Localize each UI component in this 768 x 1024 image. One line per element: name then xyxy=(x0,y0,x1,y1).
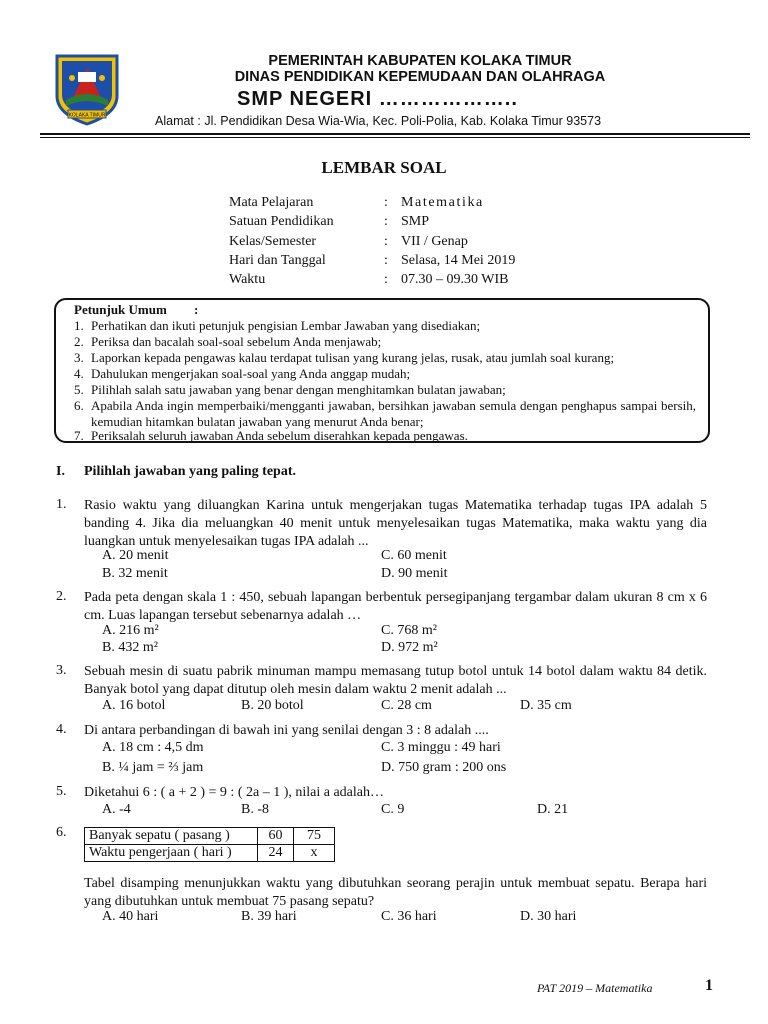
option-b[interactable]: B. 32 menit xyxy=(102,566,168,581)
instruction-text: Apabila Anda ingin memperbaiki/mengganti jawaban, bersihkan jawaban semula dengan penghapus sampai bersih, kemudian hitamkan bulatan jawaban yang menurut Anda benar; xyxy=(91,398,696,429)
instruction-text: Perhatikan dan ikuti petunjuk pengisian Lembar Jawaban yang disediakan; xyxy=(91,318,481,333)
option-c[interactable]: C. 36 hari xyxy=(381,909,437,924)
instruction-text: Pilihlah salah satu jawaban yang benar dengan menghitamkan bulatan jawaban; xyxy=(91,382,506,397)
table-cell: Banyak sepatu ( pasang ) xyxy=(85,828,258,845)
header-school: SMP NEGERI ……………….. xyxy=(237,88,518,110)
option-b[interactable]: B. 20 botol xyxy=(241,698,304,713)
instruction-item xyxy=(74,318,696,334)
table-cell: 60 xyxy=(258,828,294,845)
option-b[interactable]: B. -8 xyxy=(241,802,269,817)
instruction-item xyxy=(74,398,696,430)
question-table xyxy=(84,827,335,862)
option-d[interactable]: D. 750 gram : 200 ons xyxy=(381,760,507,775)
instruction-text: Periksa dan bacalah soal-soal sebelum Anda menjawab; xyxy=(91,334,382,349)
section-number: I. xyxy=(56,464,65,479)
info-value: Matematika xyxy=(401,195,484,210)
instruction-item xyxy=(74,366,696,382)
table-row xyxy=(85,845,335,862)
info-value: SMP xyxy=(401,214,430,229)
option-c[interactable]: C. 28 cm xyxy=(381,698,432,713)
instruction-text: Laporkan kepada pengawas kalau terdapat tulisan yang kurang jelas, rusak, atau jumlah soal kurang; xyxy=(91,350,615,365)
table-row xyxy=(85,828,335,845)
info-colon: : xyxy=(384,234,388,249)
info-label: Waktu xyxy=(229,272,266,287)
question-text: Rasio waktu yang diluangkan Karina untuk mengerjakan tugas Matematika terhadap tugas IPA adalah 5 banding 4. Jika dia meluangkan 40 menit untuk menyelesaikan tugas Matematika, maka waktu yang dia luangkan untuk menyelesaikan tugas IPA adalah ... xyxy=(84,498,707,549)
instruction-text: Dahulukan mengerjakan soal-soal yang Anda anggap mudah; xyxy=(91,366,411,381)
info-label: Satuan Pendidikan xyxy=(229,214,334,229)
header-department: DINAS PENDIDIKAN KEPEMUDAAN DAN OLAHRAGA xyxy=(234,69,606,85)
info-label: Hari dan Tanggal xyxy=(229,253,326,268)
question-number: 2. xyxy=(56,589,67,604)
question-text: Di antara perbandingan di bawah ini yang senilai dengan 3 : 8 adalah .... xyxy=(84,723,489,738)
table-cell: 75 xyxy=(294,828,335,845)
option-a[interactable]: A. 40 hari xyxy=(102,909,159,924)
question-number: 4. xyxy=(56,722,67,737)
option-b[interactable]: B. ¼ jam = ⅔ jam xyxy=(102,760,204,775)
info-value: Selasa, 14 Mei 2019 xyxy=(401,253,516,268)
info-value: VII / Genap xyxy=(401,234,468,249)
info-label: Kelas/Semester xyxy=(229,234,317,249)
instruction-text: Periksalah seluruh jawaban Anda sebelum diserahkan kepada pengawas. xyxy=(91,428,468,443)
instruction-number: 3. xyxy=(74,350,84,365)
option-a[interactable]: A. 16 botol xyxy=(102,698,166,713)
instruction-item xyxy=(74,382,696,398)
page-title: LEMBAR SOAL xyxy=(321,158,447,177)
question-text: Diketahui 6 : ( a + 2 ) = 9 : ( 2a – 1 ), nilai a adalah… xyxy=(84,785,384,800)
regency-logo xyxy=(52,52,122,126)
header-government: PEMERINTAH KABUPATEN KOLAKA TIMUR xyxy=(268,53,572,69)
instruction-item xyxy=(74,428,696,444)
instruction-number: 1. xyxy=(74,318,84,333)
info-colon: : xyxy=(384,195,388,210)
instruction-item xyxy=(74,350,696,366)
question-text: Sebuah mesin di suatu pabrik minuman mampu memasang tutup botol untuk 14 botol dalam waktu 84 detik. Banyak botol yang dapat ditutup oleh mesin dalam waktu 2 menit adalah ... xyxy=(84,664,707,697)
option-c[interactable]: C. 60 menit xyxy=(381,548,447,563)
option-d[interactable]: D. 90 menit xyxy=(381,566,448,581)
instruction-number: 5. xyxy=(74,382,84,397)
info-colon: : xyxy=(384,214,388,229)
table-cell: 24 xyxy=(258,845,294,862)
question-number: 5. xyxy=(56,784,67,799)
info-value: 07.30 – 09.30 WIB xyxy=(401,272,509,287)
question-number: 1. xyxy=(56,497,67,512)
table-cell: Waktu pengerjaan ( hari ) xyxy=(85,845,258,862)
section-title: Pilihlah jawaban yang paling tepat. xyxy=(84,464,296,479)
option-a[interactable]: A. -4 xyxy=(102,802,131,817)
option-a[interactable]: A. 20 menit xyxy=(102,548,169,563)
question-text: Tabel disamping menunjukkan waktu yang dibutuhkan seorang perajin untuk membuat sepatu. Berapa hari yang dibutuhkan untuk membuat 75 pasang sepatu? xyxy=(84,876,707,909)
info-label: Mata Pelajaran xyxy=(229,195,314,210)
instructions-title: Petunjuk Umum xyxy=(74,302,167,317)
option-d[interactable]: D. 35 cm xyxy=(520,698,572,713)
option-a[interactable]: A. 216 m² xyxy=(102,623,159,638)
page-number: 1 xyxy=(705,977,713,994)
instruction-number: 6. xyxy=(74,398,84,413)
option-d[interactable]: D. 21 xyxy=(537,802,569,817)
instruction-number: 2. xyxy=(74,334,84,349)
option-c[interactable]: C. 768 m² xyxy=(381,623,437,638)
instruction-item xyxy=(74,334,696,350)
question-text: Pada peta dengan skala 1 : 450, sebuah lapangan berbentuk persegipanjang tergambar dalam ukuran 8 cm x 6 cm. Luas lapangan tersebut sebenarnya adalah … xyxy=(84,590,707,623)
option-b[interactable]: B. 432 m² xyxy=(102,640,158,655)
option-c[interactable]: C. 9 xyxy=(381,802,405,817)
instructions-colon: : xyxy=(194,302,199,317)
question-number: 6. xyxy=(56,825,67,840)
footer-label: PAT 2019 – Matematika xyxy=(537,981,653,995)
info-colon: : xyxy=(384,272,388,287)
info-colon: : xyxy=(384,253,388,268)
header-address: Alamat : Jl. Pendidikan Desa Wia-Wia, Kec. Poli-Polia, Kab. Kolaka Timur 93573 xyxy=(155,114,602,128)
header-rule-thick xyxy=(40,133,750,135)
option-c[interactable]: C. 3 minggu : 49 hari xyxy=(381,740,501,755)
table-cell: x xyxy=(294,845,335,862)
option-d[interactable]: D. 30 hari xyxy=(520,909,577,924)
option-a[interactable]: A. 18 cm : 4,5 dm xyxy=(102,740,204,755)
logo-text: KOLAKA TIMUR xyxy=(68,112,106,119)
instruction-number: 4. xyxy=(74,366,84,381)
option-d[interactable]: D. 972 m² xyxy=(381,640,438,655)
instruction-number: 7. xyxy=(74,428,84,443)
option-b[interactable]: B. 39 hari xyxy=(241,909,297,924)
question-number: 3. xyxy=(56,663,67,678)
header-rule-thin xyxy=(40,137,750,138)
